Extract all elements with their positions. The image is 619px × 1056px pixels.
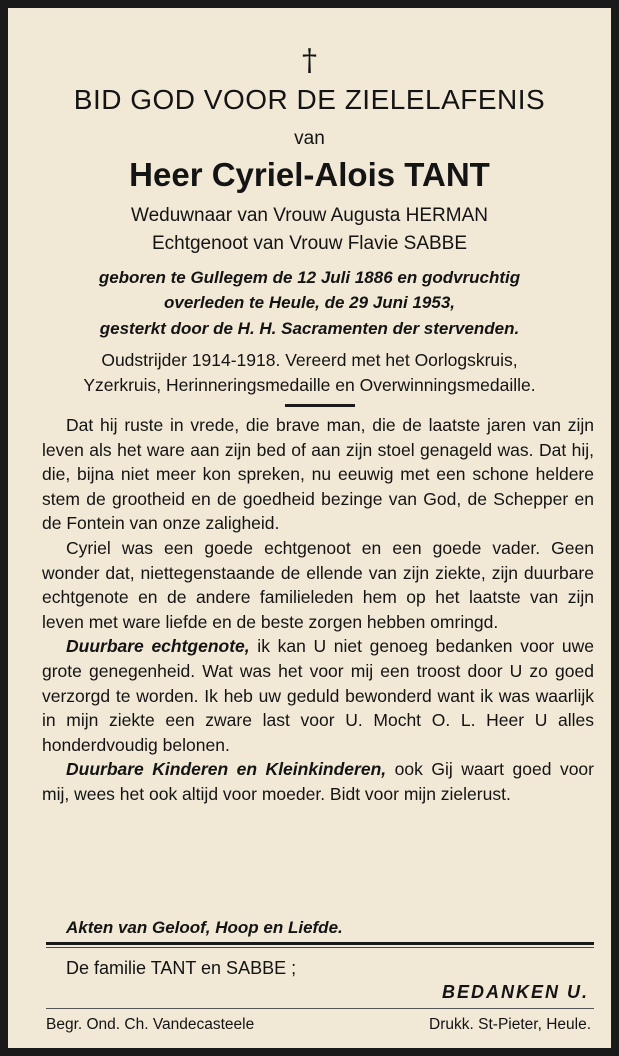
medals-line: Yzerkruis, Herinneringsmedaille en Overwinningsmedaille. xyxy=(83,375,536,395)
acts-of-faith: Akten van Geloof, Hoop en Liefde. xyxy=(66,918,343,937)
dear-wife-address: Duurbare echtgenote, xyxy=(66,636,250,657)
veteran-line: Oudstrijder 1914-1918. Vereerd met het Oorlogskruis, xyxy=(101,350,518,370)
footer-divider xyxy=(46,1008,594,1009)
short-divider xyxy=(285,404,355,407)
paragraph-good-husband: Cyriel was een goede echtgenoot en een goede vader. Geen wonder dat, niettegenstaande de ellende van zijn ziekte, zijn duurbare echtgenote en de andere familieleden hem op het laatste van zijn leven met ware liefde en de beste zorgen hebben omringd. xyxy=(42,537,594,632)
divider-thin xyxy=(46,947,594,948)
printer-credit: Drukk. St-Pieter, Heule. xyxy=(429,1016,591,1033)
memorial-text xyxy=(42,413,594,807)
deceased-name: Heer Cyriel-Alois TANT xyxy=(129,156,490,193)
dear-wife-text: ik kan U niet genoeg bedanken voor uwe grote genegenheid. Wat was het voor mij een troost door U zo goed verzorgd te worden. Ik heb uw geduld bewonderd want ik was waarlijk in mijn ziekte een zware last voor U. Mocht O. L. Heer U alles honderdvoudig belonen. xyxy=(42,636,594,755)
undertaker-credit: Begr. Ond. Ch. Vandecasteele xyxy=(46,1016,255,1033)
death-line: overleden te Heule, de 29 Juni 1953, xyxy=(163,293,456,312)
birth-line: geboren te Gullegem de 12 Juli 1886 en godvruchtig xyxy=(98,268,521,287)
sacraments-line: gesterkt door de H. H. Sacramenten der stervenden. xyxy=(99,319,520,338)
paragraph-rest-in-peace: Dat hij ruste in vrede, die brave man, die de laatste jaren van zijn leven als het ware aan zijn bed of aan zijn stoel genageld was. Dat hij, die, bijna niet meer kon spreken, nu eeuwig met een schone heldere stem de grootheid en de goedheid bezinge van God, de Schepper en de Fontein van onze zaligheid. xyxy=(42,415,594,534)
family-line: De familie TANT en SABBE ; xyxy=(66,958,297,978)
spouse-line: Echtgenoot van Vrouw Flavie SABBE xyxy=(151,233,468,254)
widower-line: Weduwnaar van Vrouw Augusta HERMAN xyxy=(131,205,488,226)
paragraph-dear-wife xyxy=(42,634,594,757)
card-heading: BID GOD VOOR DE ZIELELAFENIS xyxy=(73,84,546,115)
dear-children-address: Duurbare Kinderen en Kleinkinderen, xyxy=(66,759,387,780)
thanks-line: BEDANKEN U. xyxy=(441,982,589,1002)
memorial-card xyxy=(8,8,611,1048)
paragraph-dear-children xyxy=(42,757,594,806)
dear-children-text: ook Gij waart goed voor mij, wees het ook altijd voor moeder. Bidt voor mijn zielerust. xyxy=(42,759,594,804)
van-line: van xyxy=(294,128,325,149)
cross-icon: † xyxy=(302,43,317,78)
divider-thick xyxy=(46,942,594,945)
